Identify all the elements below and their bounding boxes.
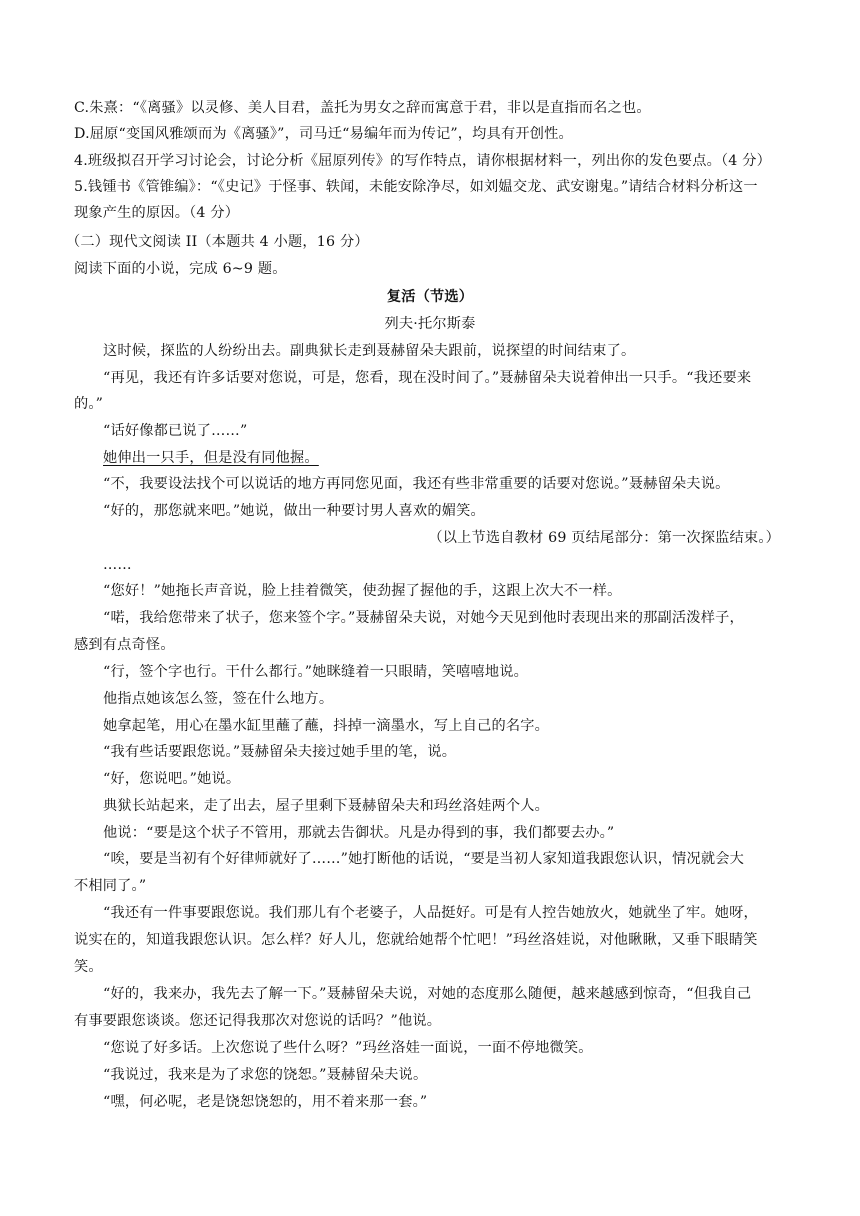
question-4: 4.班级拟召开学习讨论会，讨论分析《屈原列传》的写作特点，请你根据材料一，列出你的发色要点。（4 分）: [74, 153, 771, 169]
option-c: C.朱熹：“《离骚》以灵修、美人目君，盖托为男女之辞而寓意于君，非以是直指而名之也。: [74, 100, 651, 116]
paragraph-continued: 不相同了。”: [74, 878, 147, 894]
paragraph: 他指点她该怎么签，签在什么地方。: [103, 691, 334, 707]
paragraph: “我说过，我来是为了求您的饶恕。”聂赫留朵夫说。: [103, 1067, 428, 1083]
paragraph: “您说了好多话。上次您说了些什么呀？”玛丝洛娃一面说，一面不停地微笑。: [103, 1040, 593, 1056]
option-d: D.屈原“变国风雅颂而为《离骚》”，司马迁“易编年而为传记”，均具有开创性。: [74, 126, 573, 142]
paragraph: “好，您说吧。”她说。: [103, 771, 241, 787]
paragraph: 他说：“要是这个状子不管用，那就去告御状。凡是办得到的事，我们都要去办。”: [103, 825, 615, 841]
paragraph: 她拿起笔，用心在墨水缸里蘸了蘸，抖掉一滴墨水，写上自己的名字。: [103, 718, 550, 734]
paragraph: “话好像都已说了……”: [103, 423, 248, 439]
paragraph-continued: 感到有点奇怪。: [74, 637, 175, 653]
paragraph: “我还有一件事要跟您说。我们那儿有个老婆子，人品挺好。可是有人控告她放火，她就坐了牢。她呀，: [103, 905, 758, 921]
paragraph: “我有些话要跟您说。”聂赫留朵夫接过她手里的笔，说。: [103, 744, 457, 760]
paragraph: “唉，要是当初有个好律师就好了……”她打断他的话说，“要是当初人家知道我跟您认识，情况就会大: [103, 851, 745, 867]
paragraph: 典狱长站起来，走了出去，屋子里剩下聂赫留朵夫和玛丝洛娃两个人。: [103, 798, 550, 814]
paragraph-continued: 笑。: [74, 959, 103, 975]
paragraph: “您好！”她拖长声音说，脸上挂着微笑，使劲握了握他的手，这跟上次大不一样。: [103, 583, 622, 599]
paragraph: “喏，我给您带来了状子，您来签个字。”聂赫留朵夫说，对她今天见到他时表现出来的那副活泼样子，: [103, 610, 744, 626]
underlined-sentence: 她伸出一只手，但是没有同他握。: [103, 450, 319, 466]
section-heading: （二）现代文阅读 II（本题共 4 小题，16 分）: [66, 234, 369, 250]
question-5-line-2: 现象产生的原因。（4 分）: [74, 205, 240, 221]
paragraph: “好的，那您就来吧。”她说，做出一种要讨男人喜欢的媚笑。: [103, 503, 485, 519]
story-title: 复活（节选）: [386, 289, 474, 305]
paragraph: “嘿，何必呢，老是饶恕饶恕的，用不着来那一套。”: [103, 1094, 428, 1110]
paragraph-continued: 有事要跟您谈谈。您还记得我那次对您说的话吗？”他说。: [74, 1013, 442, 1029]
story-author: 列夫·托尔斯泰: [384, 316, 476, 332]
paragraph: “不，我要设法找个可以说话的地方再同您见面，我还有些非常重要的话要对您说。”聂赫留朵夫说。: [103, 476, 730, 492]
paragraph-continued: 的。”: [74, 396, 104, 412]
reading-instruction: 阅读下面的小说，完成 6~9 题。: [74, 261, 287, 277]
paragraph-continued: 说实在的，知道我跟您认识。怎么样？好人儿，您就给她帮个忙吧！”玛丝洛娃说，对他瞅瞅，又垂下眼睛笑: [74, 932, 758, 948]
question-5-line-1: 5.钱锺书《管锥编》：“《史记》于怪事、轶闻，未能安除净尽，如刘媪交龙、武安谢鬼。”请结合材料分析这一: [74, 179, 758, 195]
paragraph: “好的，我来办，我先去了解一下。”聂赫留朵夫说，对她的态度那么随便，越来越感到惊奇，“但我自己: [103, 986, 752, 1002]
paragraph: “再见，我还有许多话要对您说，可是，您看，现在没时间了。”聂赫留朵夫说着伸出一只手。“我还要来: [103, 370, 752, 386]
excerpt-note: （以上节选自教材 69 页结尾部分：第一次探监结束。）: [428, 530, 780, 546]
ellipsis: ……: [103, 557, 132, 573]
paragraph: 这时候，探监的人纷纷出去。副典狱长走到聂赫留朵夫跟前，说探望的时间结束了。: [103, 343, 636, 359]
paragraph: “行，签个字也行。干什么都行。”她眯缝着一只眼睛，笑嘻嘻地说。: [103, 664, 529, 680]
